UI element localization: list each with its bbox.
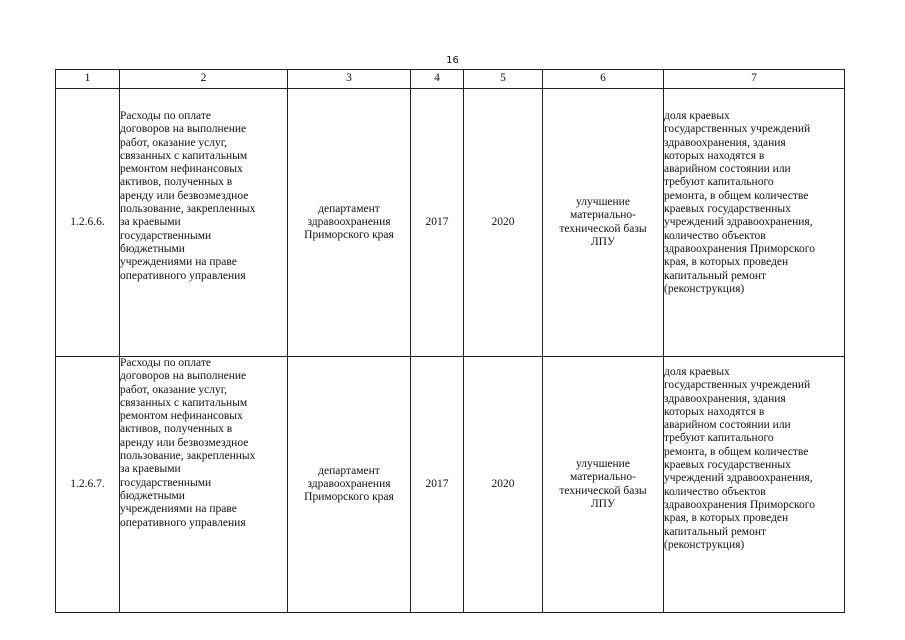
- text-line: аварийном состоянии или: [664, 163, 791, 176]
- text-line: ЛПУ: [590, 497, 616, 510]
- text-line: (реконструкция): [664, 282, 745, 295]
- page-number: 16: [446, 55, 459, 66]
- text-line: учреждений здравоохранения,: [664, 472, 813, 485]
- text-line: договоров на выполнение: [120, 370, 247, 383]
- start-year: 2017: [411, 357, 464, 613]
- text-line: оперативного управления: [120, 269, 246, 282]
- target-indicator: [664, 357, 845, 613]
- text-line: оперативного управления: [120, 516, 246, 529]
- text-line: Расходы по оплате: [120, 110, 211, 122]
- target-indicator: [664, 89, 845, 357]
- text-line: которых находятся в: [664, 405, 765, 418]
- executor: [288, 89, 411, 357]
- column-header: 1: [56, 70, 120, 89]
- text-line: учреждениями на праве: [120, 503, 237, 516]
- expense-description: [120, 89, 288, 357]
- measure-code: 1.2.6.7.: [56, 357, 120, 613]
- text-line: договоров на выполнение: [120, 123, 247, 136]
- text-line: связанных с капитальным: [120, 149, 248, 162]
- text-line: пользование, закрепленных: [120, 203, 256, 216]
- expected-result: [543, 89, 664, 357]
- program-measures-table: [55, 69, 845, 613]
- text-line: капитальный ремонт: [664, 525, 767, 538]
- column-header: 6: [543, 70, 664, 89]
- text-line: государственными: [120, 476, 212, 489]
- text-line: работ, оказание услуг,: [120, 383, 228, 396]
- text-line: активов, полученных в: [120, 176, 233, 189]
- text-line: здравоохранения: [307, 477, 391, 490]
- text-line: Приморского края: [304, 229, 394, 242]
- text-line: Расходы по оплате: [120, 357, 211, 369]
- text-line: за краевыми: [120, 463, 181, 476]
- text-line: края, в которых проведен: [664, 512, 789, 525]
- text-line: Приморского края: [304, 491, 394, 504]
- end-year: 2020: [464, 357, 543, 613]
- table-row: [56, 357, 845, 613]
- text-line: аренду или безвозмездное: [120, 189, 249, 202]
- text-line: краевых государственных: [664, 459, 791, 472]
- column-header: 2: [120, 70, 288, 89]
- text-line: связанных с капитальным: [120, 396, 248, 409]
- text-line: количество объектов: [664, 485, 766, 498]
- text-line: требуют капитального: [664, 432, 774, 445]
- text-line: ремонтом нефинансовых: [120, 163, 243, 176]
- text-line: технической базы: [559, 222, 647, 235]
- text-line: здравоохранения, здания: [664, 392, 786, 405]
- header-row: [56, 70, 845, 89]
- text-line: краевых государственных: [664, 203, 791, 216]
- text-line: департамент: [318, 464, 380, 477]
- expense-description: [120, 357, 288, 613]
- text-line: за краевыми: [120, 216, 181, 229]
- text-line: ремонта, в общем количестве: [664, 189, 809, 202]
- text-line: учреждений здравоохранения,: [664, 216, 813, 229]
- text-line: края, в которых проведен: [664, 256, 789, 269]
- text-line: государственными: [120, 229, 212, 242]
- text-line: здравоохранения, здания: [664, 136, 786, 149]
- column-header: 7: [664, 70, 845, 89]
- executor: [288, 357, 411, 613]
- text-line: которых находятся в: [664, 149, 765, 162]
- text-line: аварийном состоянии или: [664, 419, 791, 432]
- text-line: требуют капитального: [664, 176, 774, 189]
- text-line: бюджетными: [120, 489, 185, 502]
- text-line: государственных учреждений: [664, 379, 811, 392]
- text-line: доля краевых: [664, 366, 730, 378]
- text-line: здравоохранения Приморского: [664, 498, 815, 511]
- text-line: материально-: [570, 471, 636, 484]
- expected-result: [543, 357, 664, 613]
- text-line: (реконструкция): [664, 538, 745, 551]
- start-year: 2017: [411, 89, 464, 357]
- text-line: количество объектов: [664, 229, 766, 242]
- text-line: аренду или безвозмездное: [120, 436, 249, 449]
- column-header: 3: [288, 70, 411, 89]
- text-line: доля краевых: [664, 110, 730, 122]
- text-line: учреждениями на праве: [120, 256, 237, 269]
- text-line: материально-: [570, 209, 636, 222]
- text-line: департамент: [318, 202, 380, 215]
- text-line: работ, оказание услуг,: [120, 136, 228, 149]
- end-year: 2020: [464, 89, 543, 357]
- text-line: активов, полученных в: [120, 423, 233, 436]
- text-line: здравоохранения Приморского: [664, 242, 815, 255]
- text-line: ремонта, в общем количестве: [664, 445, 809, 458]
- table-row: [56, 89, 845, 357]
- text-line: бюджетными: [120, 242, 185, 255]
- text-line: улучшение: [576, 195, 630, 208]
- text-line: улучшение: [576, 457, 630, 470]
- column-header: 5: [464, 70, 543, 89]
- column-header: 4: [411, 70, 464, 89]
- text-line: капитальный ремонт: [664, 269, 767, 282]
- text-line: ЛПУ: [590, 235, 616, 248]
- text-line: пользование, закрепленных: [120, 450, 256, 463]
- measure-code: 1.2.6.6.: [56, 89, 120, 357]
- text-line: ремонтом нефинансовых: [120, 410, 243, 423]
- text-line: здравоохранения: [307, 215, 391, 228]
- text-line: технической базы: [559, 484, 647, 497]
- text-line: государственных учреждений: [664, 123, 811, 136]
